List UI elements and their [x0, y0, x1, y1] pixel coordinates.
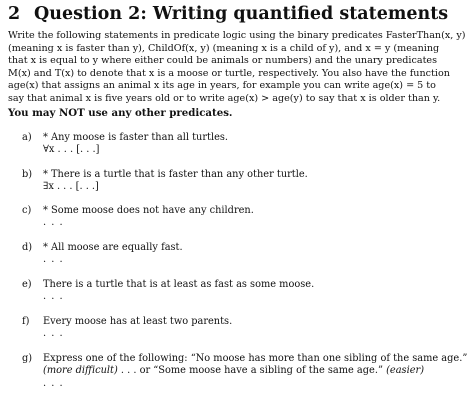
alternative-statement: . . . or “Some moose have a sibling of the same age.”: [117, 364, 387, 376]
intro-line-1: Write the following statements in predicate logic using the binary predicates FasterThan(x, y): [8, 30, 466, 41]
question-label: f): [22, 315, 30, 327]
question-b: [22, 169, 468, 203]
answer-placeholder: . . .: [43, 327, 64, 339]
answer-placeholder: ∃x . . . [. . .]: [43, 180, 99, 192]
section-title: Question 2: Writing quantified statements: [34, 4, 449, 24]
question-text: * All moose are equally fast.: [43, 241, 183, 253]
answer-placeholder: ∀x . . . [. . .]: [43, 143, 100, 155]
question-e: [22, 279, 468, 313]
question-text: * Some moose does not have any children.: [43, 204, 254, 216]
question-label: g): [22, 352, 33, 364]
intro-line-2: (meaning x is faster than y), ChildOf(x, y) (meaning x is a child of y), and x = y (meaning: [8, 42, 440, 54]
section-number: 2: [8, 4, 21, 24]
question-text: Every moose has at least two parents.: [43, 315, 233, 327]
question-a: [22, 132, 468, 166]
answer-placeholder: . . .: [43, 290, 64, 302]
question-text-continued: [43, 365, 424, 376]
question-label: e): [22, 278, 32, 290]
section-heading: [8, 4, 468, 24]
question-label: d): [22, 241, 33, 253]
question-text: * There is a turtle that is faster than any other turtle.: [43, 168, 308, 180]
predicate-restriction: You may NOT use any other predicates.: [8, 106, 233, 119]
question-text: There is a turtle that is at least as fast as some moose.: [43, 278, 315, 290]
answer-placeholder: . . .: [43, 377, 64, 389]
question-text: Express one of the following: “No moose has more than one sibling of the same age.”: [43, 352, 468, 364]
question-g: [22, 353, 468, 397]
difficulty-note-hard: (more difficult): [43, 364, 118, 376]
question-c: [22, 205, 468, 239]
intro-line-3: that x is equal to y where either could be animals or numbers) and the unary predicates: [8, 55, 438, 67]
answer-placeholder: . . .: [43, 216, 64, 228]
intro-line-5: age(x) that assigns an animal x its age in years, for example you can write age(x) = 5 to: [8, 80, 436, 92]
question-label: c): [22, 204, 32, 216]
question-label: a): [22, 131, 32, 143]
answer-placeholder: . . .: [43, 253, 64, 265]
difficulty-note-easy: (easier): [386, 364, 425, 376]
question-label: b): [22, 168, 33, 180]
question-f: [22, 316, 468, 350]
intro-line-6: say that animal x is five years old or to write age(x) > age(y) to say that x is older than y.: [8, 92, 441, 104]
question-d: [22, 242, 468, 276]
instructions-paragraph: [8, 30, 468, 106]
intro-line-4: M(x) and T(x) to denote that x is a moose or turtle, respectively. You also have the function: [8, 67, 450, 79]
question-text: * Any moose is faster than all turtles.: [43, 131, 229, 143]
